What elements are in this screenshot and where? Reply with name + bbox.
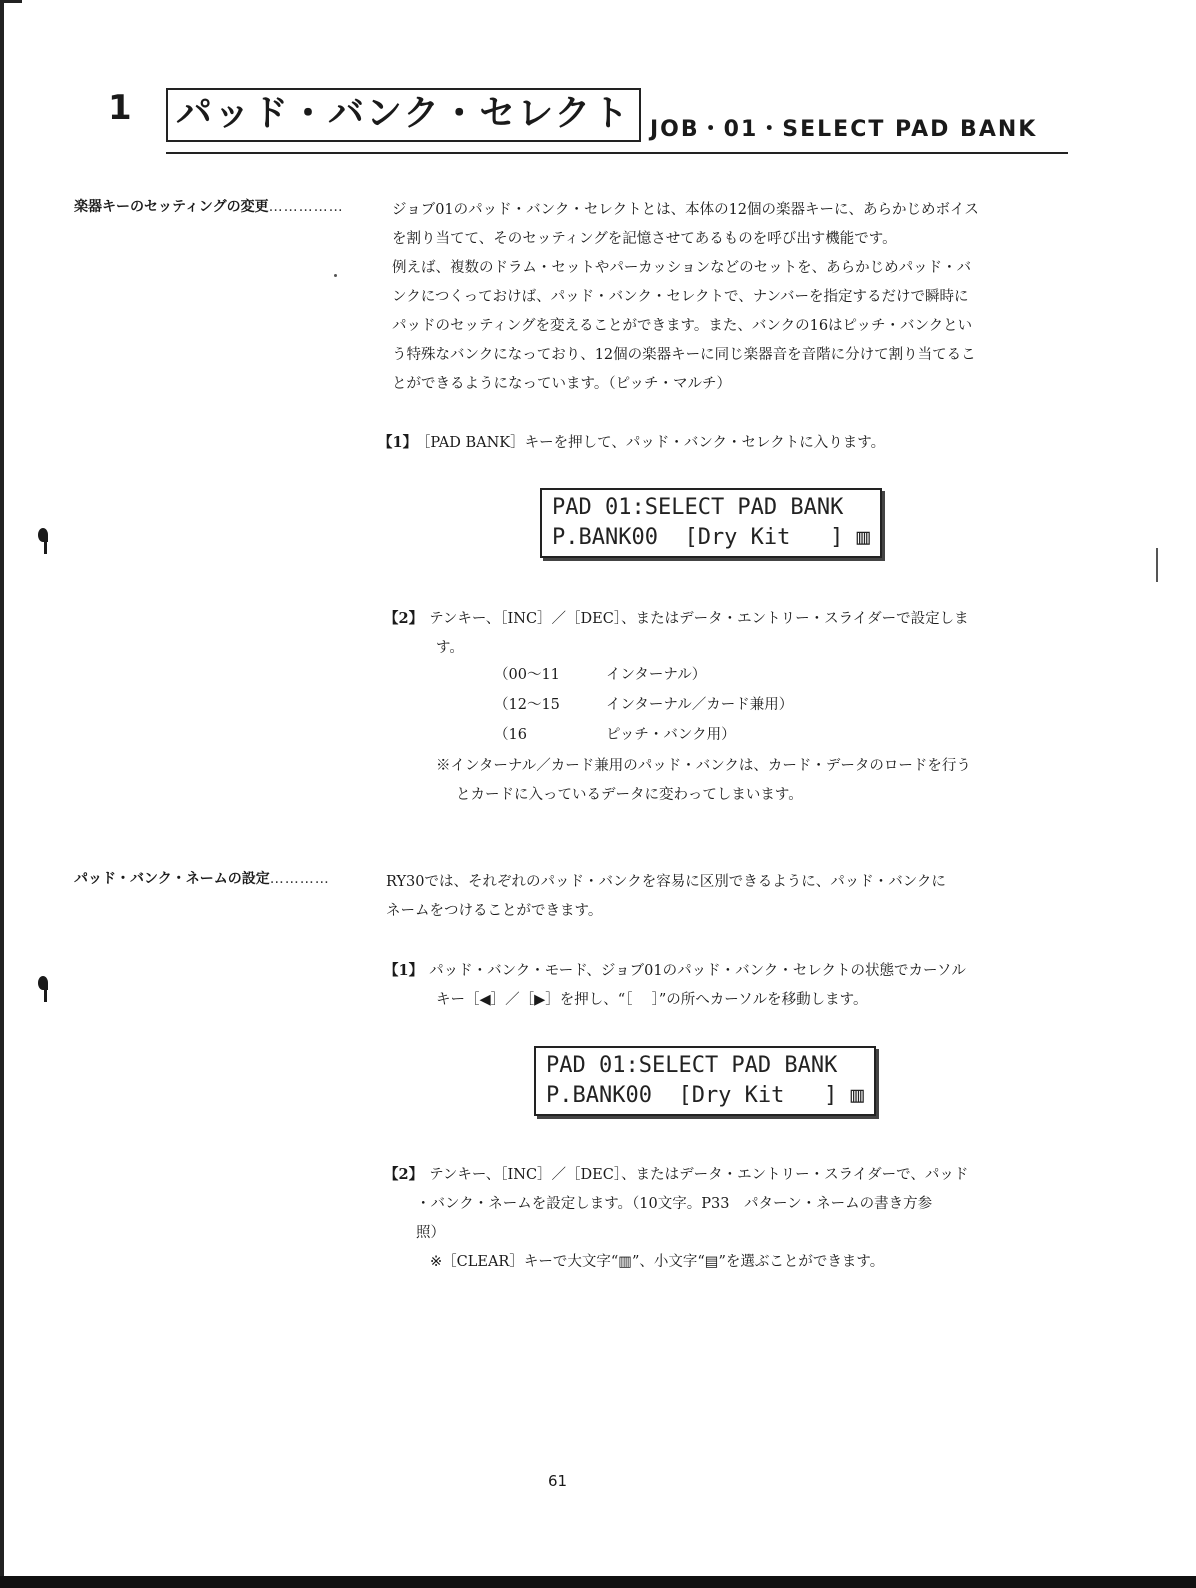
intro-paragraph xyxy=(392,196,1082,399)
step-text: ［PAD BANK］キーを押して、パッド・バンク・セレクトに入ります。 xyxy=(423,435,886,451)
note-paragraph xyxy=(436,752,1076,810)
step-2 xyxy=(384,1160,1074,1248)
scan-bottom-edge xyxy=(0,1576,1196,1588)
step-number: 【1】 xyxy=(378,434,418,451)
scan-speck xyxy=(334,274,337,277)
step-text: テンキー、［INC］／［DEC］、またはデータ・エントリー・スライダーで、パッド xyxy=(429,1167,969,1183)
range-desc: ピッチ・バンク用） xyxy=(606,727,736,743)
page-title: パッド・バンク・セレクト xyxy=(166,88,641,142)
name-paragraph xyxy=(386,868,1076,926)
lcd-display xyxy=(540,488,882,558)
text-line: ジョブ01のパッド・バンク・セレクトとは、本体の12個の楽器キーに、あらかじめボイス xyxy=(392,202,979,218)
range-value: （16 xyxy=(494,727,527,743)
section-number: 1 xyxy=(108,88,132,128)
range-value: （12〜15 xyxy=(494,697,560,713)
leader-dots: …………… xyxy=(268,199,344,215)
step-text: す。 xyxy=(436,640,464,656)
clear-note: ※［CLEAR］キーで大文字“▥”、小文字“▤”を選ぶことができます。 xyxy=(430,1254,885,1270)
range-row xyxy=(494,690,793,720)
lcd-line-1: PAD 01:SELECT PAD BANK xyxy=(552,495,844,520)
step-2 xyxy=(384,604,1074,663)
step-1 xyxy=(378,428,885,458)
side-heading-text: パッド・バンク・ネームの設定 xyxy=(74,871,270,887)
binder-hole-mark xyxy=(38,528,50,554)
lcd-line-2: P.BANK00 [Dry Kit ] ▥ xyxy=(546,1083,864,1108)
text-line: ネームをつけることができます。 xyxy=(386,903,603,919)
range-value: （00〜11 xyxy=(494,667,560,683)
text-line: RY30では、それぞれのパッド・バンクを容易に区別できるように、パッド・バンクに xyxy=(386,874,946,890)
step-number: 【2】 xyxy=(384,1166,424,1183)
text-line: ンクにつくっておけば、パッド・バンク・セレクトで、ナンバーを指定するだけで瞬時に xyxy=(392,289,969,305)
title-rule xyxy=(166,152,1068,154)
text-line: を割り当てて、そのセッティングを記憶させてあるものを呼び出す機能です。 xyxy=(392,231,897,247)
step-text: テンキー、［INC］／［DEC］、またはデータ・エントリー・スライダーで設定しま xyxy=(429,611,969,627)
step-text: パッド・バンク・モード、ジョブ01のパッド・バンク・セレクトの状態でカーソル xyxy=(429,963,966,979)
lcd-line-1: PAD 01:SELECT PAD BANK xyxy=(546,1053,838,1078)
step-number: 【1】 xyxy=(384,962,424,979)
scan-right-mark xyxy=(1156,548,1158,582)
text-line: とができるようになっています。（ピッチ・マルチ） xyxy=(392,376,732,392)
scan-left-edge xyxy=(0,0,4,1588)
range-row xyxy=(494,660,793,690)
lcd-line-2: P.BANK00 [Dry Kit ] ▥ xyxy=(552,525,870,550)
range-desc: インターナル／カード兼用） xyxy=(606,697,794,713)
side-heading-text: 楽器キーのセッティングの変更 xyxy=(74,199,269,215)
range-desc: インターナル） xyxy=(606,667,707,683)
step-text: ・バンク・ネームを設定します。（10文字。P33 パターン・ネームの書き方参 xyxy=(416,1196,933,1212)
lcd-display xyxy=(534,1046,876,1116)
job-label: JOB・01・SELECT PAD BANK xyxy=(650,117,1038,142)
note-line: とカードに入っているデータに変わってしまいます。 xyxy=(456,787,803,803)
text-line: 例えば、複数のドラム・セットやパーカッションなどのセットを、あらかじめパッド・バ xyxy=(392,260,972,276)
text-line: パッドのセッティングを変えることができます。また、バンクの16はピッチ・バンクとい xyxy=(392,318,973,334)
side-heading-key-settings xyxy=(74,196,344,216)
note-line: ※インターナル／カード兼用のパッド・バンクは、カード・データのロードを行う xyxy=(436,758,971,774)
range-row xyxy=(494,720,793,750)
range-list xyxy=(494,660,793,750)
step-text: キー［◀］／［▶］を押し、“［ ］”の所へカーソルを移動します。 xyxy=(436,992,868,1008)
step-text: 照） xyxy=(416,1225,445,1241)
page-number: 61 xyxy=(548,1472,568,1490)
binder-hole-mark xyxy=(38,976,50,1002)
text-line: う特殊なバンクになっており、12個の楽器キーに同じ楽器音を音階に分けて割り当てるこ xyxy=(392,347,976,363)
step-number: 【2】 xyxy=(384,610,424,627)
side-heading-bank-name xyxy=(74,868,330,888)
leader-dots: ………… xyxy=(269,871,330,887)
step-1 xyxy=(384,956,1074,1015)
